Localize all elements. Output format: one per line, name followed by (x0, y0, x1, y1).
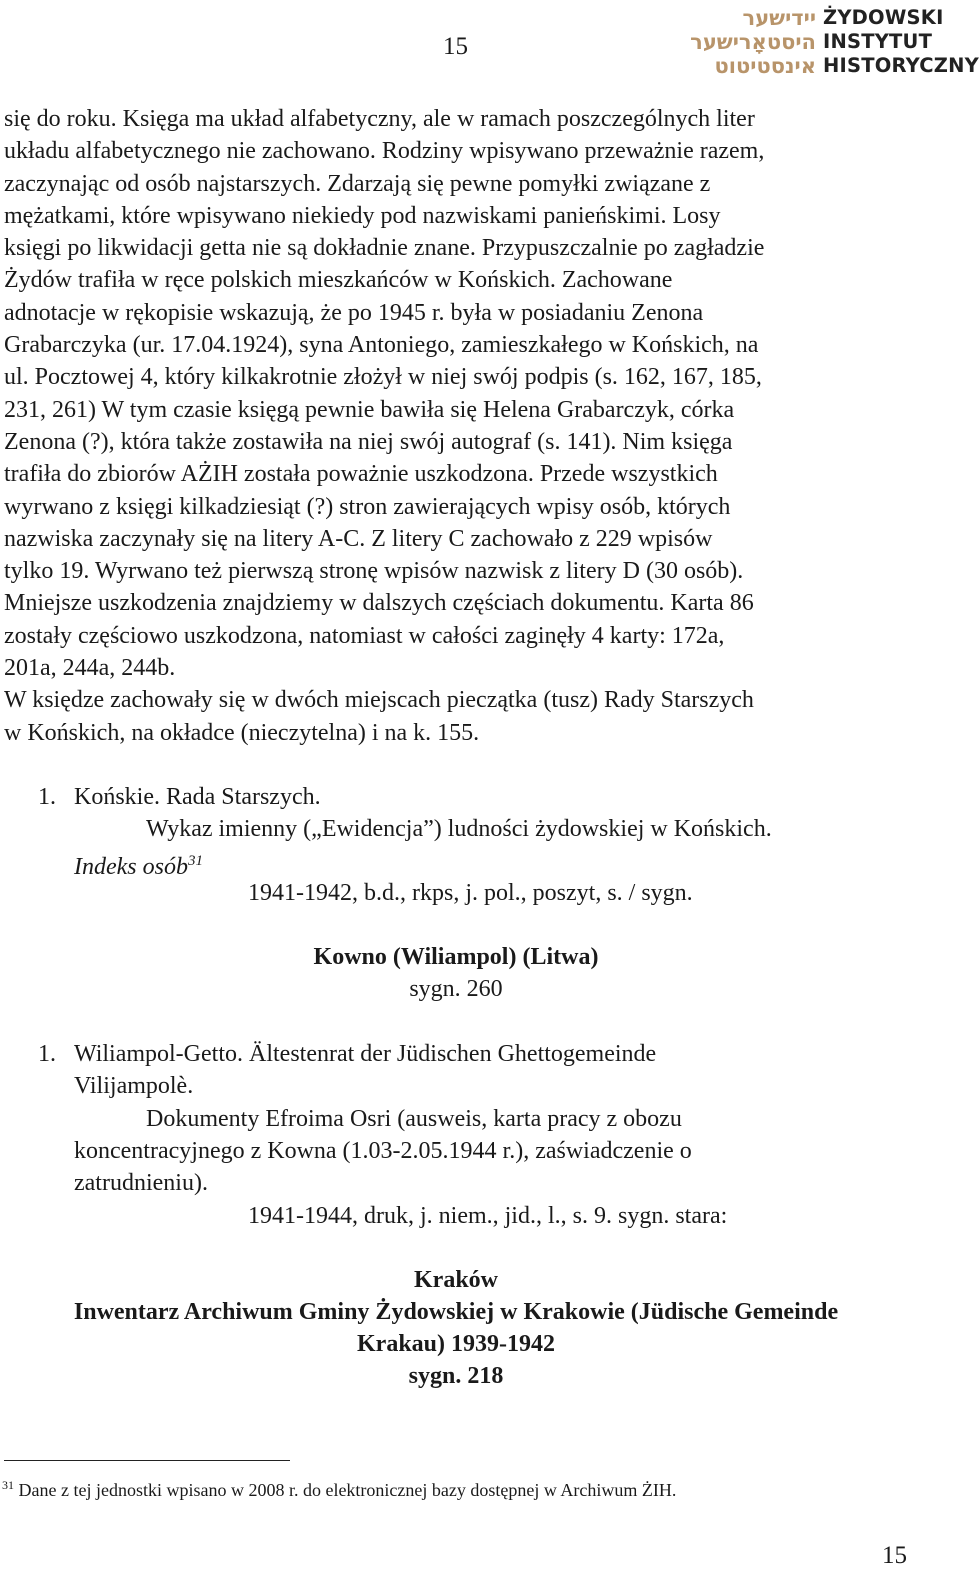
entry-1-index-label: Indeks osób (74, 854, 188, 880)
page-number-top: 15 (443, 33, 468, 60)
krakow-heading: Kraków (414, 1267, 498, 1293)
body-line: tylko 19. Wyrwano też pierwszą stronę wpisów nazwisk z litery D (30 osób). (4, 558, 744, 585)
entry-2-title-line-2: Vilijampolè. (74, 1073, 194, 1099)
body-line: ul. Pocztowej 4, który kilkakrotnie złożył w niej swój podpis (s. 162, 167, 185, (4, 364, 762, 391)
body-line: Mniejsze uszkodzenia znajdziemy w dalszych częściach dokumentu. Karta 86 (4, 590, 754, 617)
entry-2-desc-line-3: zatrudnieniu). (74, 1170, 208, 1196)
body-paragraph (4, 103, 948, 749)
entry-2-details: 1941-1944, druk, j. niem., jid., l., s. 9. sygn. stara: (248, 1203, 728, 1229)
body-line: Grabarczyka (ur. 17.04.1924), syna Antoniego, zamieszkałego w Końskich, na (4, 332, 759, 359)
footnote-text: Dane z tej jednostki wpisano w 2008 r. do elektronicznej bazy dostępnej w Archiwum ŻIH. (14, 1480, 677, 1500)
body-line: W księdze zachowały się w dwóch miejscach pieczątka (tusz) Rady Starszych (4, 687, 754, 714)
body-line: wyrwano z księgi kilkadziesiąt (?) stron zawierających wpisy osób, których (4, 493, 731, 520)
body-line: mężatkami, które wpisywano niekiedy pod nazwiskami panieńskimi. Losy (4, 202, 721, 229)
logo-hebrew-line-1: יידישער (742, 6, 816, 30)
footnote (2, 1478, 676, 1501)
zih-logo (618, 6, 979, 78)
footnote-divider (4, 1460, 290, 1461)
body-line: Żydów trafiła w ręce polskich mieszkańców w Końskich. Zachowane (4, 267, 673, 294)
logo-hebrew-line-3: אינסטיטוט (714, 54, 816, 78)
entry-2-number: 1. (38, 1041, 56, 1067)
body-line: nazwiska zaczynały się na litery A-C. Z litery C zachowało z 229 wpisów (4, 525, 713, 552)
logo-polish-line-2: INSTYTUT (823, 30, 933, 53)
entry-2-desc-line-2: koncentracyjnego z Kowna (1.03-2.05.1944 r.), zaświadczenie o (74, 1138, 692, 1164)
body-line: się do roku. Księga ma układ alfabetyczny, ale w ramach poszczególnych liter (4, 106, 755, 132)
entry-1-number: 1. (38, 784, 56, 810)
logo-polish-line-1: ŻYDOWSKI (823, 6, 944, 29)
body-line: trafiła do zbiorów AŻIH została poważnie uszkodzona. Przede wszystkich (4, 461, 718, 488)
entry-1-title: Końskie. Rada Starszych. (74, 784, 321, 810)
entry-1-index (74, 845, 203, 884)
entry-2-desc-line-1: Dokumenty Efroima Osri (ausweis, karta pracy z obozu (146, 1106, 682, 1132)
kowno-heading: Kowno (Wiliampol) (Litwa) (313, 944, 599, 970)
body-line: 201a, 244a, 244b. (4, 655, 176, 682)
krakow-title-line-1: Inwentarz Archiwum Gminy Żydowskiej w Krakowie (Jüdische Gemeinde (73, 1299, 839, 1325)
body-line: układu alfabetycznego nie zachowano. Rodziny wpisywano przeważnie razem, (4, 138, 765, 165)
entry-1-details: 1941-1942, b.d., rkps, j. pol., poszyt, s. / sygn. (248, 880, 693, 906)
krakow-signature: sygn. 218 (408, 1363, 504, 1389)
body-line: w Końskich, na okładce (nieczytelna) i na k. 155. (4, 719, 480, 746)
kowno-signature: sygn. 260 (409, 976, 503, 1002)
footnote-ref[interactable]: 31 (187, 853, 203, 869)
body-line: zostały częściowo uszkodzona, natomiast w całości zaginęły 4 karty: 172a, (4, 622, 725, 649)
entry-2-title-line-1: Wiliampol-Getto. Ältestenrat der Jüdischen Ghettogemeinde (74, 1041, 657, 1067)
footnote-number: 31 (2, 1478, 14, 1492)
logo-hebrew-line-2: היסטאָרישער (690, 30, 816, 54)
body-line: księgi po likwidacji getta nie są dokładnie znane. Przypuszczalnie po zagładzie (4, 235, 765, 262)
krakow-title-line-2: Krakau) 1939-1942 (357, 1331, 555, 1357)
logo-polish-line-3: HISTORYCZNY (823, 54, 979, 77)
body-line: zaczynając od osób najstarszych. Zdarzają się pewne pomyłki związane z (4, 170, 711, 197)
body-line: adnotacje w rękopisie wskazują, że po 1945 r. była w posiadaniu Zenona (4, 299, 704, 326)
body-line: 231, 261) W tym czasie księgą pewnie bawiła się Helena Grabarczyk, córka (4, 396, 735, 423)
body-line: Zenona (?), która także zostawiła na niej swój autograf (s. 141). Nim księga (4, 428, 733, 455)
entry-1-description: Wykaz imienny („Ewidencja”) ludności żydowskiej w Końskich. (146, 816, 772, 842)
page-number-bottom: 15 (882, 1542, 907, 1569)
